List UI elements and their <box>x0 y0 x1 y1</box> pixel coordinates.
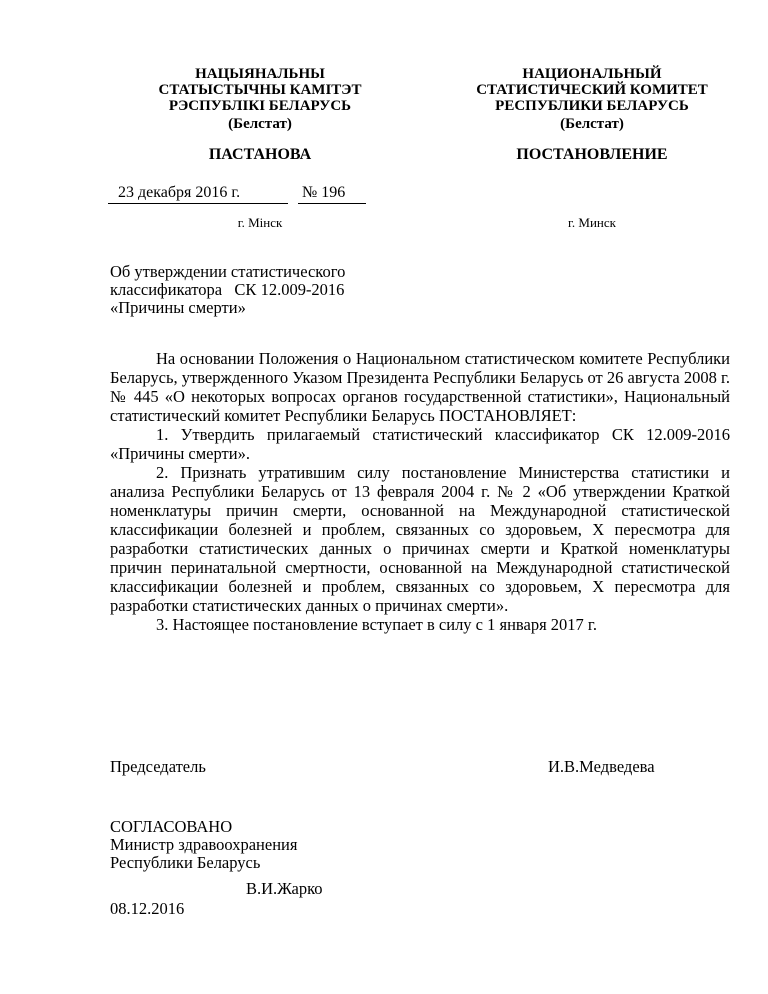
city-left: г. Мінск <box>237 215 283 230</box>
doc-type-left: ПАСТАНОВА <box>208 146 312 163</box>
approval-name: В.И.Жарко <box>246 879 323 898</box>
city-right: г. Минск <box>568 215 616 230</box>
signature-name: И.В.Медведева <box>548 757 655 776</box>
header-left-line2: СТАТЫСТЫЧНЫ КАМІТЭТ <box>158 82 362 98</box>
header-right-abbr: (Белстат) <box>560 116 624 132</box>
header-left-line3: РЭСПУБЛІКІ БЕЛАРУСЬ <box>168 98 352 114</box>
subject-line3: «Причины смерти» <box>110 298 246 317</box>
date-underline <box>108 203 288 204</box>
subject-line2: классификатора СК 12.009-2016 <box>110 280 345 299</box>
header-right-line3: РЕСПУБЛИКИ БЕЛАРУСЬ <box>495 98 689 114</box>
item-1-paragraph: 1. Утвердить прилагаемый статистический классификатор СК 12.009-2016 «Причины смерти». <box>110 425 730 463</box>
header-left-line1: НАЦЫЯНАЛЬНЫ <box>195 66 325 82</box>
header-right-line1: НАЦИОНАЛЬНЫЙ <box>522 66 662 82</box>
preamble-paragraph: На основании Положения о Национальном статистическом комитете Республики Беларусь, утвержденного Указом Президента Республики Беларусь от 26 августа 2008 г. № 445 «О некоторых вопросах органов государственной статистики», Национальный статистический комитет Республики Беларусь ПОСТАНОВЛЯЕТ: <box>110 349 730 425</box>
header-left-abbr: (Белстат) <box>228 116 292 132</box>
document-number: № 196 <box>302 184 346 201</box>
approval-block <box>110 818 297 872</box>
document-body <box>110 349 730 634</box>
header-right <box>442 66 742 132</box>
document-date: 23 декабря 2016 г. <box>118 184 241 201</box>
item-3-paragraph: 3. Настоящее постановление вступает в силу с 1 января 2017 г. <box>156 615 597 634</box>
approval-date: 08.12.2016 <box>110 899 185 918</box>
subject-line1: Об утверждении статистического <box>110 262 346 281</box>
approval-position-line1: Министр здравоохранения <box>110 835 298 854</box>
signature-title: Председатель <box>110 757 206 776</box>
document-subject <box>110 263 345 317</box>
header-right-line2: СТАТИСТИЧЕСКИЙ КОМИТЕТ <box>476 82 708 98</box>
approval-heading: СОГЛАСОВАНО <box>110 817 233 836</box>
doc-type-right: ПОСТАНОВЛЕНИЕ <box>516 146 668 163</box>
number-underline <box>298 203 366 204</box>
approval-position-line2: Республики Беларусь <box>110 853 261 872</box>
header-left <box>110 66 410 132</box>
item-2-paragraph: 2. Признать утратившим силу постановление Министерства статистики и анализа Республики Беларусь от 13 февраля 2004 г. № 2 «Об утверждении Краткой номенклатуры причин смерти, основанной на Международной статистической классификации болезней и проблем, связанных со здоровьем, X пересмотра для разработки статистических данных о причинах смерти и Краткой номенклатуры причин перинатальной смертности, основанной на Международной статистической классификации болезней и проблем, связанных со здоровьем, X пересмотра для разработки статистических данных о причинах смерти». <box>110 463 730 615</box>
